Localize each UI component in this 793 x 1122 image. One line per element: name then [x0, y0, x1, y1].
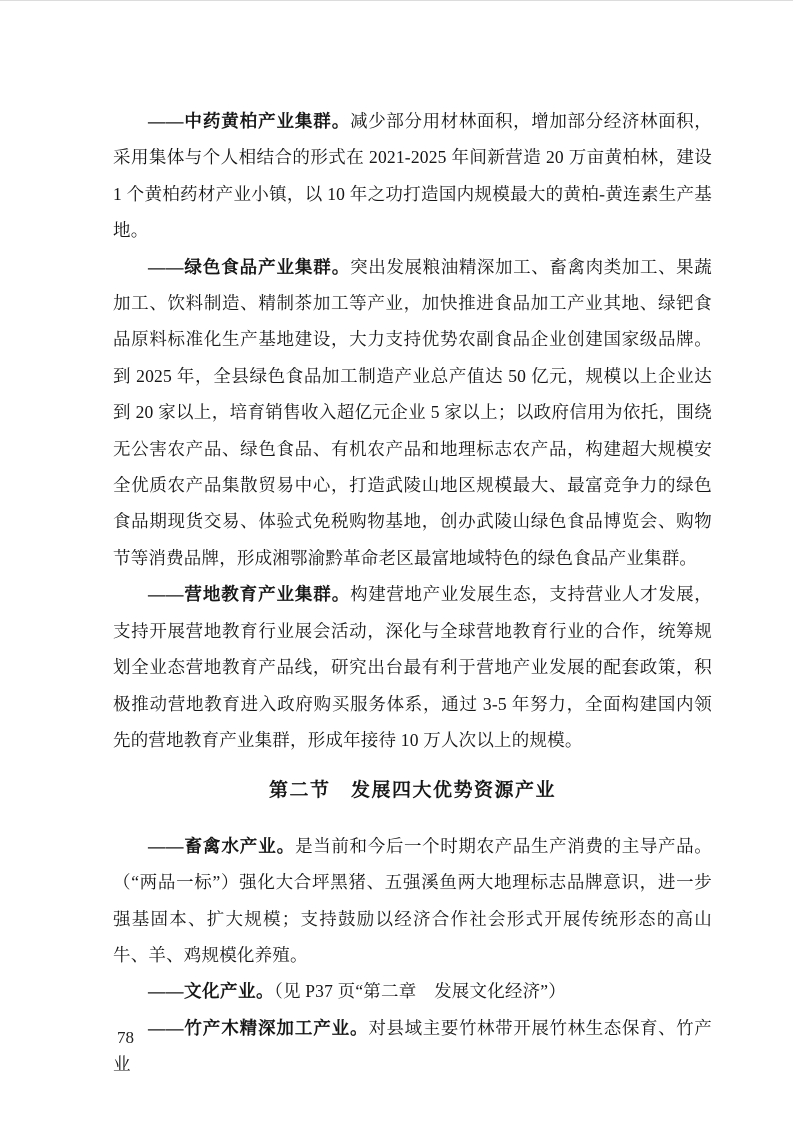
paragraph-text: 减少部分用材林面积，增加部分经济林面积，采用集体与个人相结合的形式在 2021-2025 年间新营造 20 万亩黄柏林，建设 1 个黄柏药材产业小镇，以 10 年之功打造国内规模最大的黄柏-黄连素生产基地。 — [113, 111, 713, 241]
paragraph-text: 构建营地产业发展生态，支持营业人才发展，支持开展营地教育行业展会活动，深化与全球营地教育行业的合作，统筹规划全业态营地教育产品线，研究出台最有利于营地产业发展的配套政策，积极推动营地教育进入政府购买服务体系，通过 3-5 年努力，全面构建国内领先的营地教育产业集群，形成年接待 10 万人次以上的规模。 — [113, 584, 713, 750]
paragraph-text: （见 P37 页“第二章 发展文化经济”） — [274, 981, 566, 1002]
paragraph-wenhua — [113, 973, 712, 1009]
paragraph-text: 对县域主要竹林带开展竹林生态保育、竹产业 — [113, 1017, 712, 1075]
paragraph-lead: ——文化产业。 — [148, 981, 274, 1002]
paragraph-zhu-mu-jiagong — [113, 1010, 712, 1083]
paragraph-yingdi-jiaoyu — [113, 576, 712, 758]
paragraph-text: 突出发展粮油精深加工、畜禽肉类加工、果蔬加工、饮料制造、精制茶加工等产业，加快推进食品加工产业其地、绿钯食品原料标准化生产基地建设，大力支持优势农副食品企业创建国家级品牌。到 2025 年，全县绿色食品加工制造产业总产值达 50 亿元，规模以上企业达到 20 家以上，培育销售收入超亿元企业 5 家以上；以政府信用为依托，围绕无公害农产品、绿色食品、有机农产品和地理标志农产品，构建超大规模安全优质农产品集散贸易中心，打造武陵山地区规模最大、最富竞争力的绿色食品期现货交易、体验式免税购物基地，创办武陵山绿色食品博览会、购物节等消费品牌，形成湘鄂渝黔革命老区最富地域特色的绿色食品产业集群。 — [113, 256, 713, 568]
paragraph-zhongyao-huangbai — [113, 103, 712, 249]
paragraph-lead: ——绿色食品产业集群。 — [148, 256, 351, 277]
paragraph-lvse-shipin — [113, 249, 712, 577]
paragraph-lead: ——畜禽水产业。 — [148, 835, 296, 856]
paragraph-text: 是当前和今后一个时期农产品生产消费的主导产品。（“两品一标”）强化大合坪黑猪、五强溪鱼两大地理标志品牌意识，进一步强基固本、扩大规模；支持鼓励以经济合作社会形式开展传统形态的高山牛、羊、鸡规模化养殖。 — [113, 835, 713, 965]
paragraph-lead: ——营地教育产业集群。 — [148, 584, 351, 605]
paragraph-xuqin-shui — [113, 828, 712, 974]
section-heading: 第二节 发展四大优势资源产业 — [268, 780, 556, 802]
page-body — [113, 103, 712, 1083]
paragraph-lead: ——竹产木精深加工产业。 — [148, 1017, 369, 1038]
page-number: 78 — [117, 1028, 134, 1047]
paragraph-lead: ——中药黄柏产业集群。 — [148, 111, 351, 131]
